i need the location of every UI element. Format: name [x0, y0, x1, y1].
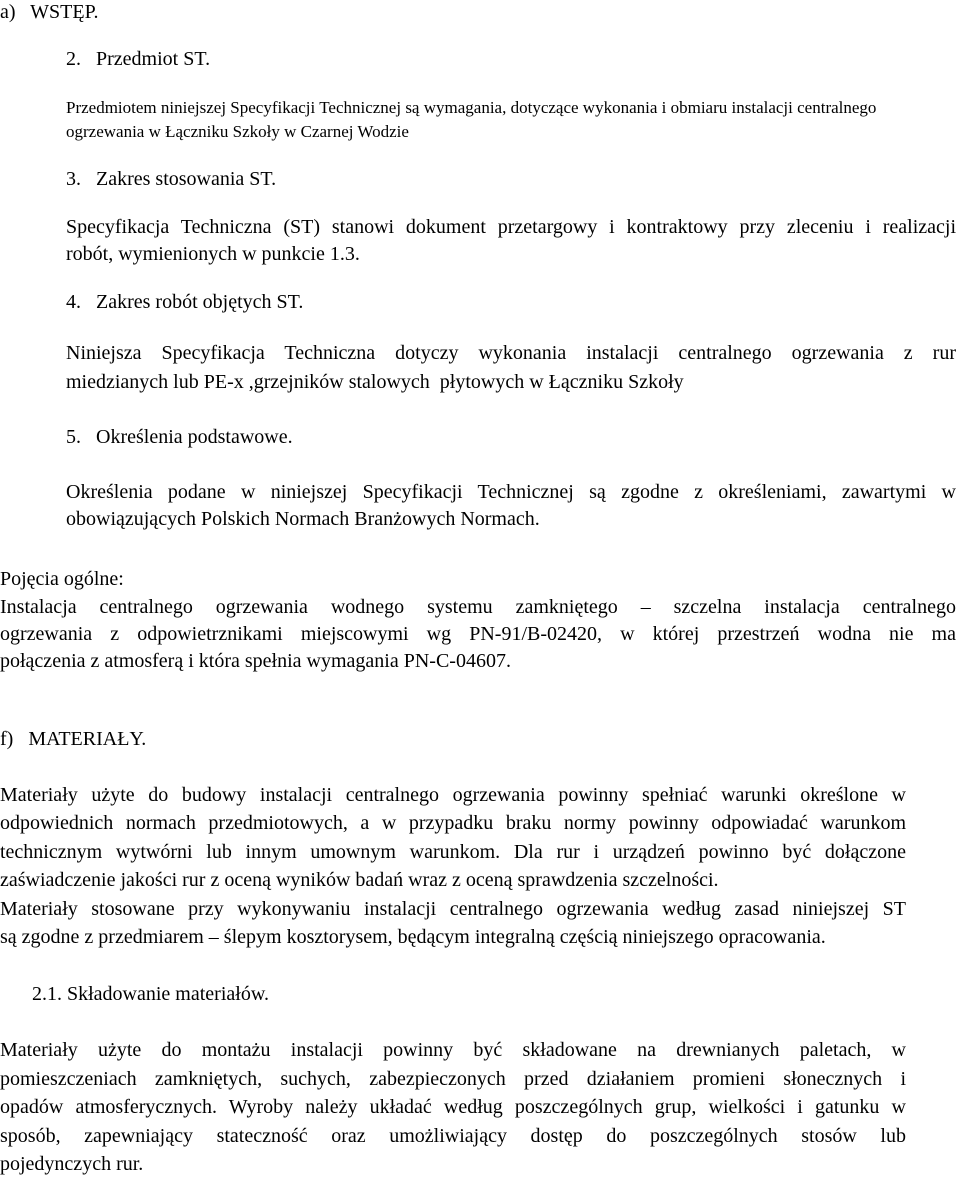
paragraph-line: Instalacja centralnego ogrzewania wodnego systemu zamkniętego – szczelna instalacja centralnego	[0, 596, 956, 618]
section-heading-materialy: f) MATERIAŁY.	[0, 728, 147, 750]
section-title-okreslenia: 5. Określenia podstawowe.	[66, 426, 293, 448]
paragraph-line: Materiały użyte do budowy instalacji centralnego ogrzewania powinny spełniać warunki określone w	[0, 784, 906, 806]
paragraph-line: pomieszczeniach zamkniętych, suchych, zabezpieczonych przed działaniem promieni słonecznych i	[0, 1068, 906, 1090]
paragraph-line: Materiały użyte do montażu instalacji powinny być składowane na drewnianych paletach, w	[0, 1039, 906, 1061]
paragraph-line: robót, wymienionych w punkcie 1.3.	[66, 243, 360, 265]
paragraph-line: ogrzewania z odpowietrznikami miejscowymi wg PN-91/B-02420, w której przestrzeń wodna nie ma	[0, 623, 956, 645]
subheading-pojecia: Pojęcia ogólne:	[0, 568, 124, 590]
section-heading-wstep: a) WSTĘP.	[0, 1, 99, 23]
paragraph-line: opadów atmosferycznych. Wyroby należy układać według poszczególnych grup, wielkości i gatunku w	[0, 1096, 906, 1118]
paragraph-line: Materiały stosowane przy wykonywaniu instalacji centralnego ogrzewania według zasad niniejszej ST	[0, 898, 906, 920]
subsection-title-skladowanie: 2.1. Składowanie materiałów.	[32, 983, 269, 1005]
section-title-przedmiot: 2. Przedmiot ST.	[66, 48, 211, 70]
paragraph-line: ogrzewania w Łączniku Szkoły w Czarnej Wodzie	[66, 122, 409, 141]
paragraph-line: Niniejsza Specyfikacja Techniczna dotyczy wykonania instalacji centralnego ogrzewania z rur	[66, 342, 956, 364]
paragraph-line: Specyfikacja Techniczna (ST) stanowi dokument przetargowy i kontraktowy przy zleceniu i realizacji	[66, 216, 956, 238]
paragraph-line: obowiązujących Polskich Normach Branżowych Normach.	[66, 508, 540, 530]
paragraph-line: miedzianych lub PE-x ,grzejników stalowych płytowych w Łączniku Szkoły	[66, 371, 684, 393]
paragraph-line: pojedynczych rur.	[0, 1153, 144, 1175]
paragraph-line: połączenia z atmosferą i która spełnia wymagania PN-C-04607.	[0, 650, 511, 672]
paragraph-line: są zgodne z przedmiarem – ślepym kosztorysem, będącym integralną częścią niniejszego opracowania.	[0, 926, 826, 948]
paragraph-line: odpowiednich normach przedmiotowych, a w przypadku braku normy powinny odpowiadać warunkom	[0, 812, 906, 834]
section-title-zakres-stosowania: 3. Zakres stosowania ST.	[66, 168, 277, 190]
paragraph-line: Przedmiotem niniejszej Specyfikacji Technicznej są wymagania, dotyczące wykonania i obmiaru instalacji centralnego	[66, 98, 877, 117]
section-title-zakres-robot: 4. Zakres robót objętych ST.	[66, 291, 304, 313]
paragraph-line: technicznym wytwórni lub innym umownym warunkom. Dla rur i urządzeń powinno być dołączone	[0, 841, 906, 863]
paragraph-line: Określenia podane w niniejszej Specyfikacji Technicznej są zgodne z określeniami, zawartymi w	[66, 481, 956, 503]
paragraph-line: zaświadczenie jakości rur z oceną wyników badań wraz z oceną sprawdzenia szczelności.	[0, 869, 719, 891]
paragraph-line: sposób, zapewniający stateczność oraz umożliwiający dostęp do poszczególnych stosów lub	[0, 1125, 906, 1147]
